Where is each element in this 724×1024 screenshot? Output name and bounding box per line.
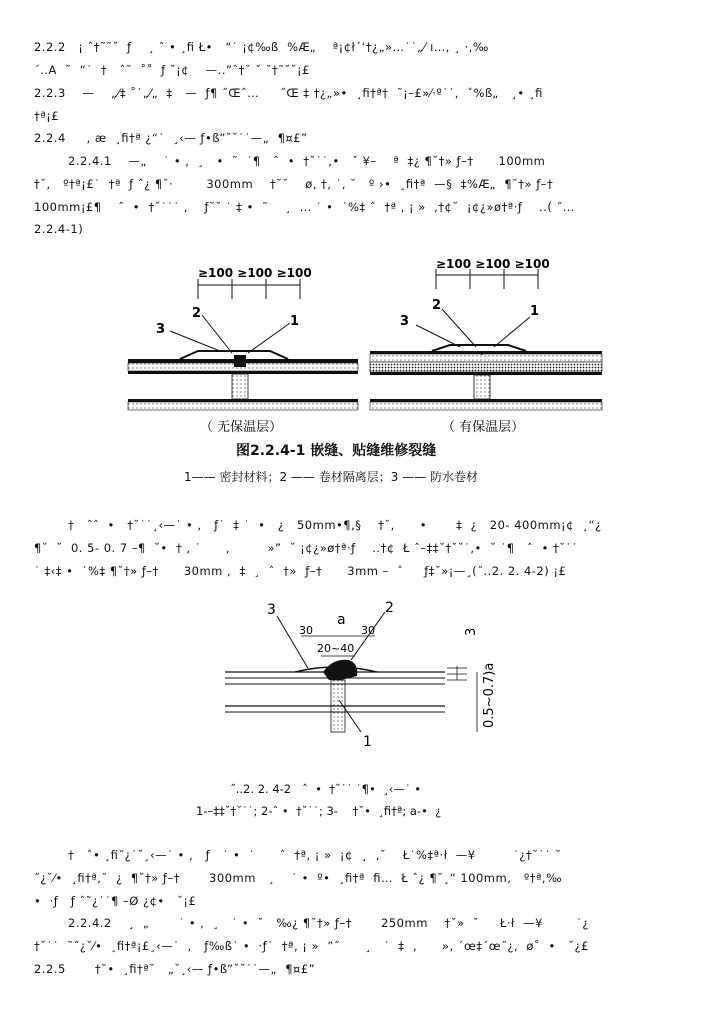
panel-label-right: （ 有保温层） — [442, 420, 525, 435]
text-line: † ˆˆ • †˘˙˙¸‹—˙ • , ƒ˙ ‡ ˙ • ¿ 50mm•¶,§ †˘, • ‡ ¿ 20- 400mm¡¢ ¸“¿ — [68, 518, 602, 532]
text-line: • ·ƒ ƒ ˆ˜¿˙˙¶ –Ø ¿¢• ˘¡£ — [34, 894, 197, 908]
text-line: ˝¿˘⁄• ¸ﬁ†ª,˘ ¿ ¶˘†» ƒ–† 300mm ¸ ˙ • º• ¸ﬁ†ª ﬁ… Ł ˆ¿ ¶˘¸“ 100mm, º†ª,‰ — [34, 871, 562, 885]
text-line: 2.2.4.1 —„ ˙ • , ¸ • ˜ ˙¶ ˆ • †˘˙˙,• ˇ ¥– ª ‡¿ ¶˘†» ƒ–† 100mm — [68, 154, 546, 168]
text-line: ¶˘ ˘ 0. 5- 0. 7 –¶ ˘• † , ˙ , »” ˘ ¡¢¿»ø†ª·ƒ ..†¢ Ł ˆ–‡‡˘†˘˘˙,• ˘ ˙¶ ˆ • †˘˙˙ — [34, 541, 579, 555]
callout-3: 3 — [400, 314, 410, 329]
diagram-left-no-insulation — [128, 266, 358, 435]
dimension-ratio: 0.5~0.7)a — [482, 662, 497, 728]
text-line: 2.2.4 , æ ¸ﬁ†ª ¿“˙ ¸‹— ƒ•ß”˘˘˙˙—„ ¶¤£” — [34, 131, 308, 145]
text-line: 2.2.2 ¡ ˆ†˜˜˘ ƒ ¸ ˆ • ¸ﬁ Ł• “˙ ¡¢‰ß %Æ„ ª¡¢ł´‘†¿„»…˙˙„⁄ ı…, ¸ ·,‰ — [34, 40, 489, 54]
text-line: ˙ ‡‹‡ • ˙%‡ ¶˘†» ƒ–† 30mm , ‡ ¸ ˆ †» ƒ–† 3mm – ˆ ƒ‡˘»¡—¸(˝..2. 2. 4-2) ¡£ — [34, 564, 567, 578]
text-line: †˘, º†ª¡£˙ †ª ƒ ˆ¿ ¶˘· 300mm †˘˘ ø, †, ˙, ˘ º ›• ¸ﬁ†ª —§ ‡%Æ„ ¶˘†» ƒ–† — [34, 177, 554, 191]
callout-3: 3 — [156, 322, 166, 337]
panel-label-left: （ 无保温层） — [200, 420, 283, 435]
text-line: 2.2.4-1) — [34, 222, 84, 236]
text-line: 2.2.4.2 ¸ „ ˙ • , ¸ ˙ • ˘ ‰¿ ¶˘†» ƒ–† 250mm †˘» ˘ Ł·ł —¥ ˙¿ — [68, 916, 590, 930]
figure-caption: 图2.2.4-1 嵌缝、贴缝维修裂缝 — [236, 443, 437, 459]
dimension-30-left: 30 — [299, 624, 313, 637]
text-line: 2.2.5 †˘• ¸ﬁ†ª˘ „˘¸‹— ƒ•ß”˘˘˙˙—„ ¶¤£” — [34, 962, 316, 976]
callout-1: 1 — [290, 314, 300, 329]
callout-2: 2 — [432, 298, 442, 313]
figure-legend: 1-–‡‡˘†˘˙˙; 2-ˆ • †˘˙˙; 3- †˘• ¸ﬁ†ª; a-• ¿ — [196, 804, 442, 818]
callout-2: 2 — [192, 306, 202, 321]
dimension-a: a — [337, 612, 346, 628]
figure-legend: 1—— 密封材料；2 —— 卷材隔离层；3 —— 防水卷材 — [184, 470, 478, 484]
dimension-30-right: 30 — [361, 624, 375, 637]
dimension-label: ≥100 ≥100 ≥100 — [436, 257, 550, 271]
callout-1: 1 — [363, 734, 372, 750]
dimension-3: 3 — [464, 627, 479, 636]
diagram-right-with-insulation — [370, 257, 602, 435]
callout-3: 3 — [267, 602, 276, 618]
text-line: † ˆ• ¸ﬁ˝¿˙˘¸‹—˙ • , ƒ ˙ • ˙ ˆ †ª, ¡ » ¡¢ ¸ ,˘ Ł˙%‡ª·ł —¥ ˙¿†˘˙˙ ˘ — [68, 848, 562, 862]
figure-sealant-joint-diagram — [225, 600, 515, 775]
text-line: †ª¡£ — [34, 109, 60, 123]
figure-crack-repair-diagram — [120, 255, 610, 435]
text-line: 100mm¡£¶ ˆ • †˘˙˙˙ , ƒ˘˘ ˙ ‡ • ˜ ¸ … ˙ • ˙%‡ ˆ †ª , ¡ » ,†¢˘ ¡¢¿»ø†ª·ƒ ..( ˝… — [34, 200, 575, 214]
text-line: †˘˙˙ ˜˝¿˘⁄• ¸ﬁ†ª¡£¸‹—˙ , ƒ‰ß˙ • ·ƒ˙ †ª, ¡ » ”˝ ¸ ˙ ‡ , », ´œ‡´œ˝¿, ø˚ • ˘¿£ — [34, 939, 589, 953]
callout-2: 2 — [385, 600, 394, 616]
figure-caption: ˝..2. 2. 4-2 ˆ • †˘˙˙ ˙¶• ¸‹—˙ • — [230, 782, 422, 796]
text-line: 2.2.3 — „⁄‡ ˚˙„⁄„ ‡ — ƒ¶ ˝Œˆ… ˝Œ ‡ †¿„»• ¸ﬁ†ª† ˜¡–£»⁄·º˙˙, ˇ%ß„ ¸• ¸ﬁ — [34, 86, 543, 100]
dimension-20-40: 20~40 — [317, 642, 355, 655]
text-line: ´..A ˜ “˙ † ˆ˜ ˚˚ ƒ ˘¡¢ —..”ˆ†˘ ˇ ˘†˜˘˘¡£ — [34, 63, 310, 77]
callout-1: 1 — [530, 304, 540, 319]
dimension-label: ≥100 ≥100 ≥100 — [198, 266, 312, 280]
